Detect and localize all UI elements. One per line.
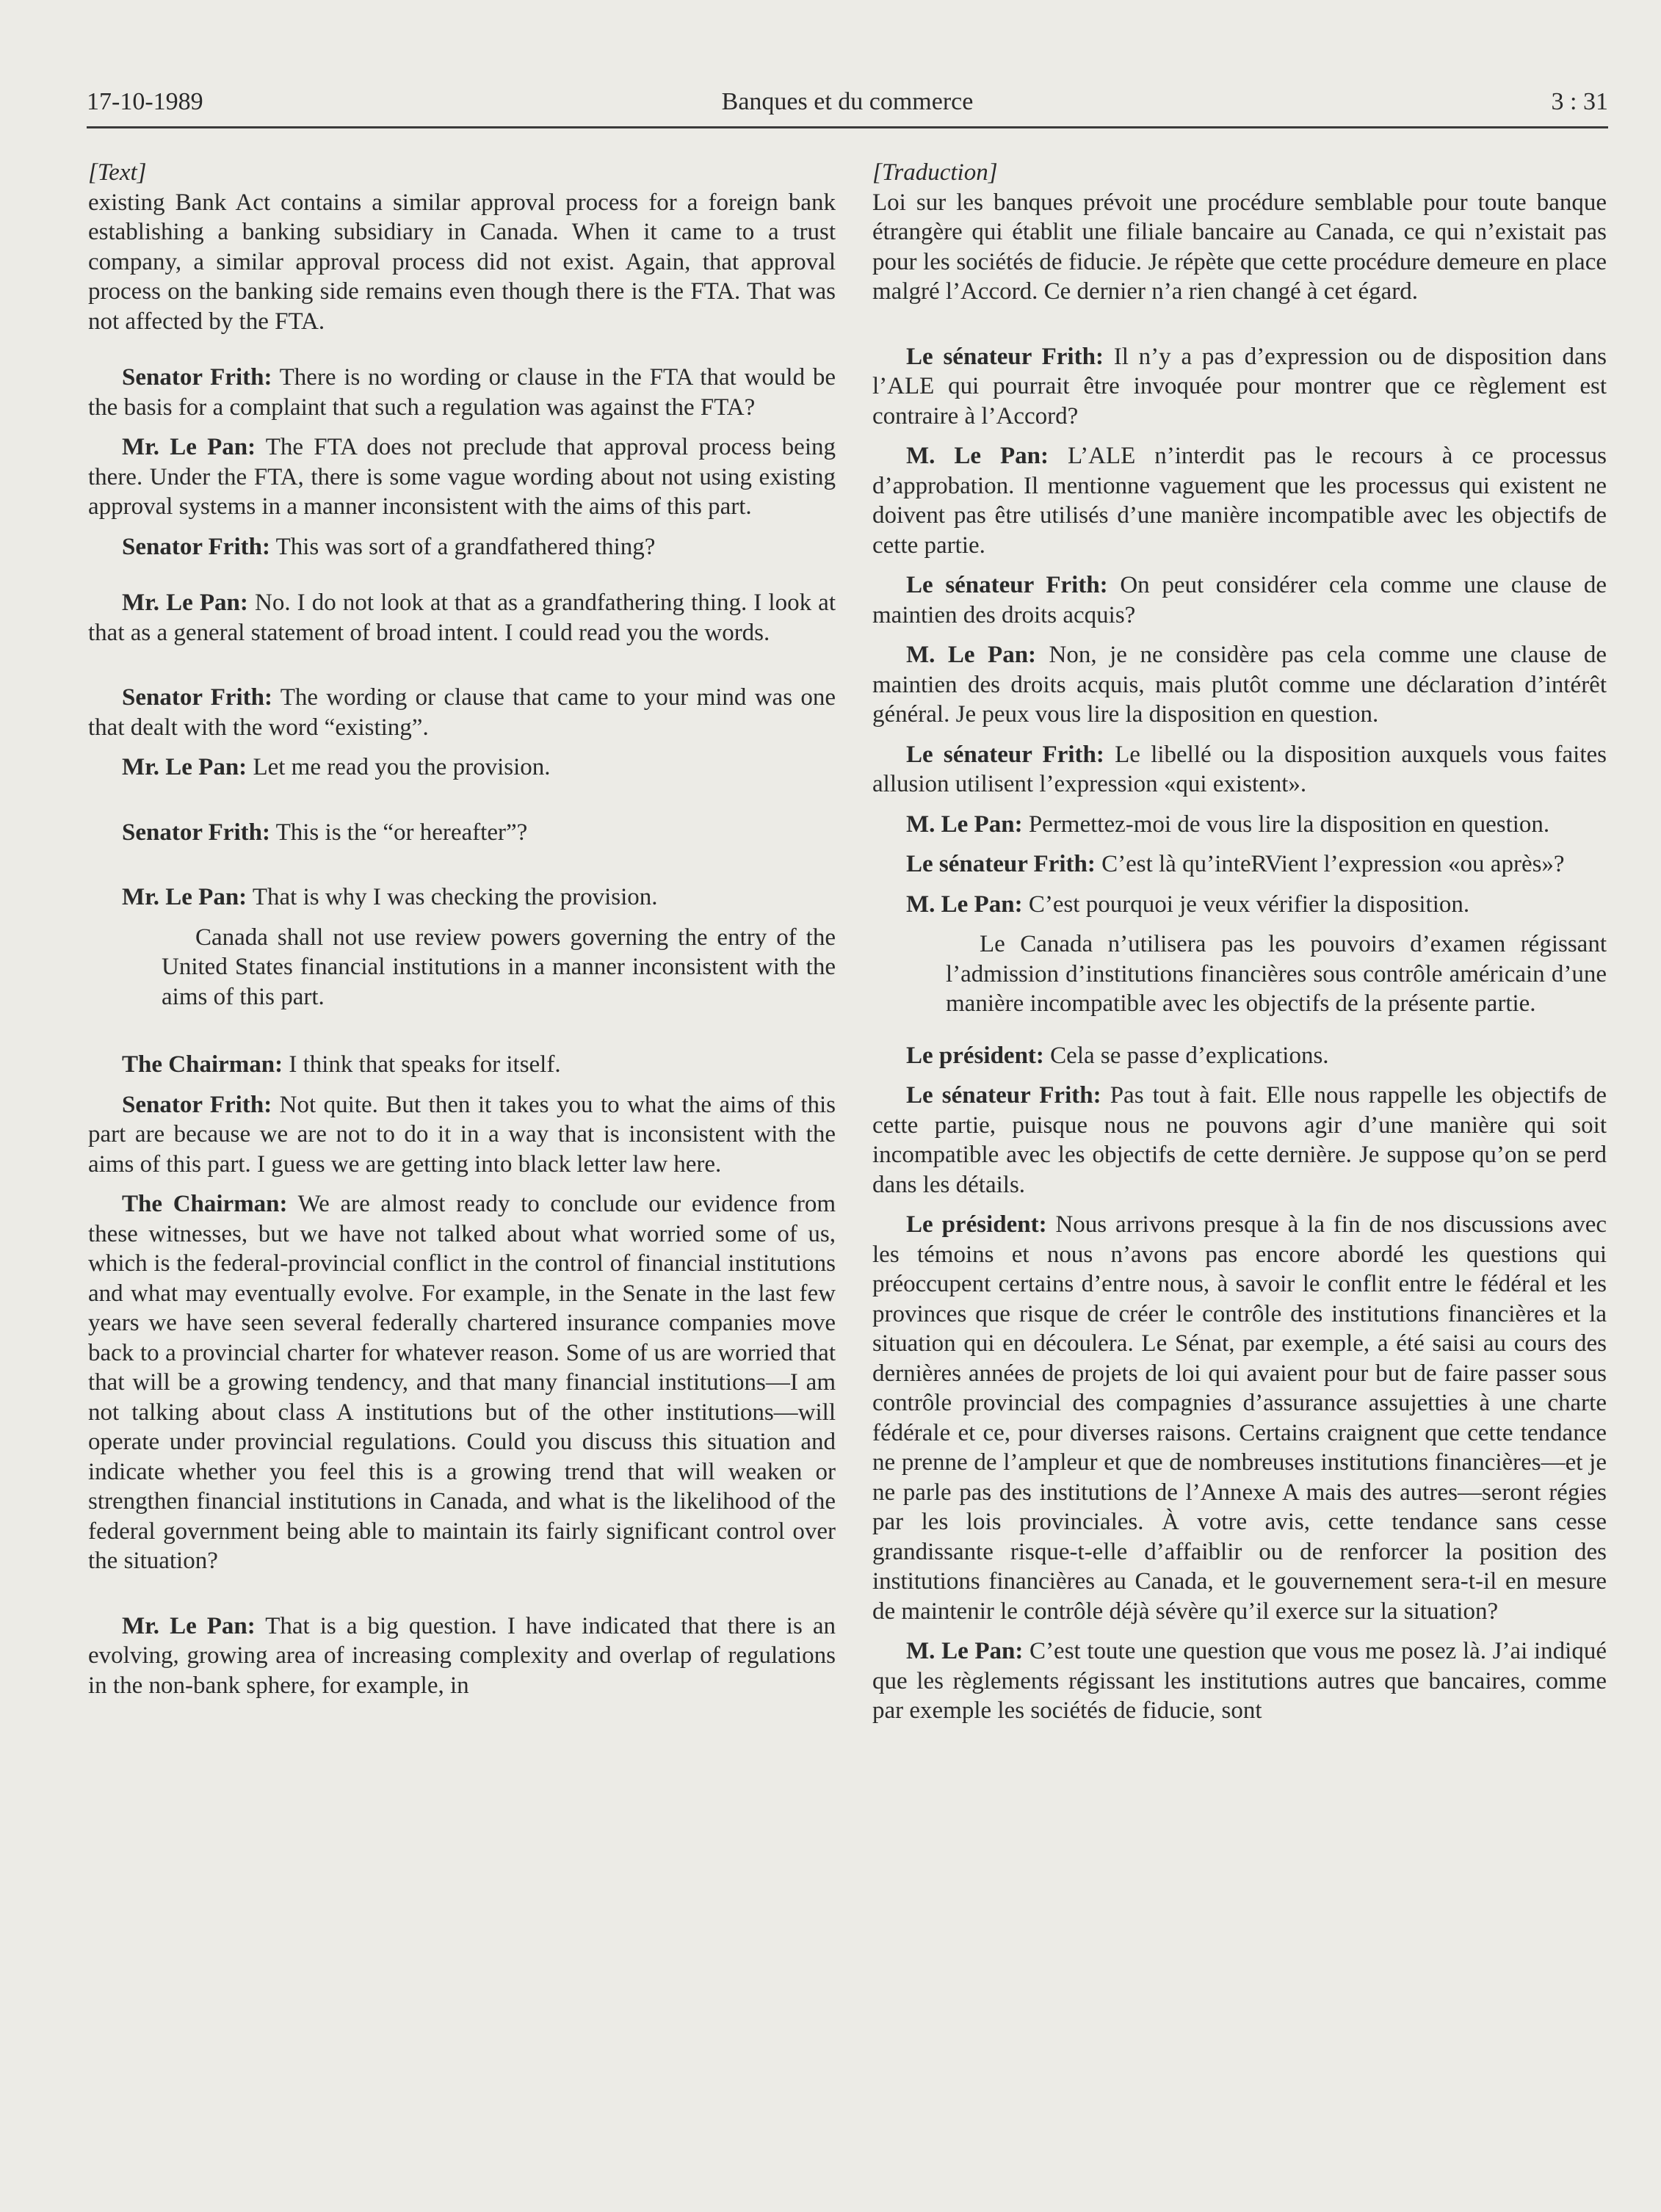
speech: Il n’y a pas d’expression ou de disposition dans l’ALE qui pourrait être invoquée pour montrer que ce règlement est contraire à l’Accord? xyxy=(872,343,1607,429)
speaker: M. Le Pan: xyxy=(906,443,1049,469)
paragraph xyxy=(88,1050,836,1080)
speaker: Senator Frith: xyxy=(122,364,272,391)
paragraph xyxy=(872,810,1607,840)
speech: This is the “or hereafter”? xyxy=(269,819,528,846)
speech: Non, je ne considère pas cela comme une clause de maintien des droits acquis, mais plutôt comme une déclaration d’intérêt général. Je peux vous lire la disposition en question. xyxy=(872,642,1607,728)
speech: C’est là qu’inteRVient l’expression «ou après»? xyxy=(1095,851,1565,877)
speaker: Senator Frith: xyxy=(122,819,270,846)
paragraph xyxy=(88,363,836,422)
speaker: Mr. Le Pan: xyxy=(122,754,247,780)
speaker: Le sénateur Frith: xyxy=(906,741,1104,768)
header-title: Banques et du commerce xyxy=(721,88,974,115)
paragraph xyxy=(88,432,836,522)
speaker: The Chairman: xyxy=(122,1051,283,1078)
paragraph xyxy=(872,1041,1607,1071)
speaker: Le président: xyxy=(906,1211,1047,1238)
speech: Nous arrivons presque à la fin de nos discussions avec les témoins et nous n’avons pas encore abordé les questions qui préoccupent certains d’entre nous, à savoir le conflit entre le fédéral et les provinces que risque de créer le contrôle des institutions financières et la situation qui en découlera. Le Sénat, par exemple, a été saisi au cours des dernières années de projets de loi qui avaient pour but de faire passer sous contrôle provincial des compagnies d’assurance assujetties à une charte fédérale et ce, pour diverses raisons. Certains craignent que cette tendance ne prenne de l’ampleur et que de nombreuses institutions financières—et je ne parle pas des institutions de l’Annexe A mais des autres—seront régies par les lois provinciales. À votre avis, cette tendance sans cesse grandissante risque-t-elle d’affaiblir ou de renforcer la position des institutions financières au Canada, et le gouvernement sera-t-il en mesure de maintenir le contrôle déjà sévère qu’il exerce sur la situation? xyxy=(872,1211,1607,1625)
speech: The wording or clause that came to your mind was one that dealt with the word “existing”. xyxy=(88,684,836,741)
speech: There is no wording or clause in the FTA that would be the basis for a complaint that such a regulation was against the FTA? xyxy=(88,364,836,421)
paragraph xyxy=(872,640,1607,730)
paragraph xyxy=(88,683,836,742)
speech: Permettez-moi de vous lire la disposition en question. xyxy=(1022,811,1550,838)
paragraph: Loi sur les banques prévoit une procédure semblable pour toute banque étrangère qui établit une filiale bancaire au Canada, ce qui n’existait pas pour les sociétés de fiducie. Je répète que cette procédure demeure en place malgré l’Accord. Ce dernier n’a rien changé à cet égard. xyxy=(872,189,1607,305)
speech: This was sort of a grandfathered thing? xyxy=(269,533,656,560)
speech: That is why I was checking the provision. xyxy=(247,884,658,910)
paragraph xyxy=(872,570,1607,630)
speech: C’est pourquoi je veux vérifier la disposition. xyxy=(1022,891,1470,918)
page-header xyxy=(87,82,1608,128)
speech: Pas tout à fait. Elle nous rappelle les objectifs de cette partie, puisque nous ne pouvons agir d’une manière qui soit incompatible avec les objectifs de cette dernière. Je suppose qu’on se perd dans les détails. xyxy=(872,1082,1607,1198)
paragraph xyxy=(872,849,1607,880)
speaker: Mr. Le Pan: xyxy=(122,884,247,910)
speech: Le libellé ou la disposition auxquels vous faites allusion utilisent l’expression «qui existent». xyxy=(872,741,1607,797)
speaker: Mr. Le Pan: xyxy=(122,1612,256,1639)
speaker: Le sénateur Frith: xyxy=(906,572,1108,598)
speaker: Mr. Le Pan: xyxy=(122,434,256,460)
speech: No. I do not look at that as a grandfathering thing. I look at that as a general statement of broad intent. I could read you the words. xyxy=(88,590,836,646)
speaker: Le sénateur Frith: xyxy=(906,343,1104,370)
paragraph xyxy=(872,740,1607,799)
paragraph xyxy=(88,588,836,648)
paragraph xyxy=(88,1090,836,1180)
paragraph xyxy=(872,890,1607,920)
speaker: M. Le Pan: xyxy=(906,1638,1024,1664)
paragraph xyxy=(88,532,836,562)
header-date: 17-10-1989 xyxy=(87,88,203,115)
block-quote: Canada shall not use review powers governing the entry of the United States financial institutions in a manner inconsistent with the aims of this part. xyxy=(162,924,836,1010)
block-quote: Le Canada n’utilisera pas les pouvoirs d’examen régissant l’admission d’institutions financières sous contrôle américain d’une manière incompatible avec les objectifs de la présente partie. xyxy=(946,931,1607,1017)
english-column xyxy=(88,158,836,1711)
text-marker: [Text] xyxy=(88,159,147,186)
speaker: Senator Frith: xyxy=(122,684,272,711)
speaker: Senator Frith: xyxy=(122,1091,272,1118)
paragraph xyxy=(88,818,836,848)
speech: Let me read you the provision. xyxy=(247,754,551,780)
paragraph xyxy=(872,1636,1607,1726)
speech: L’ALE n’interdit pas le recours à ce processus d’approbation. Il mentionne vaguement que les processus qui existent ne doivent pas être utilisés d’une manière incompatible avec les objectifs de cette partie. xyxy=(872,443,1607,559)
paragraph: existing Bank Act contains a similar approval process for a foreign bank establishing a banking subsidiary in Canada. When it came to a trust company, a similar approval process did not exist. Again, that approval process on the banking side remains even though there is the FTA. That was not affected by the FTA. xyxy=(88,189,836,335)
speech: The FTA does not preclude that approval process being there. Under the FTA, there is some vague wording about not using existing approval systems in a manner inconsistent with the aims of this part. xyxy=(88,434,836,520)
speaker: Senator Frith: xyxy=(122,533,270,560)
speaker: Mr. Le Pan: xyxy=(122,590,248,616)
speaker: Le sénateur Frith: xyxy=(906,851,1096,877)
speaker: M. Le Pan: xyxy=(906,642,1037,668)
speaker: M. Le Pan: xyxy=(906,811,1023,838)
paragraph xyxy=(872,1210,1607,1626)
speaker: The Chairman: xyxy=(122,1191,288,1217)
speech: Not quite. But then it takes you to what the aims of this part are because we are not to do it in a way that is inconsistent with the aims of this part. I guess we are getting into black letter law here. xyxy=(88,1091,836,1178)
speaker: M. Le Pan: xyxy=(906,891,1023,918)
speech: On peut considérer cela comme une clause de maintien des droits acquis? xyxy=(872,572,1607,628)
paragraph xyxy=(88,882,836,913)
paragraph xyxy=(872,441,1607,560)
speech: I think that speaks for itself. xyxy=(283,1051,561,1078)
header-page-number: 3 : 31 xyxy=(1551,88,1608,115)
translation-marker: [Traduction] xyxy=(872,159,998,186)
speech: We are almost ready to conclude our evidence from these witnesses, but we have not talked about what worried some of us, which is the federal-provincial conflict in the control of financial institutions and what may eventually evolve. For example, in the Senate in the last few years we have seen several federally chartered insurance companies move back to a provincial charter for whatever reason. Some of us are worried that that will be a growing tendency, and that many financial institutions—I am not talking about class A institutions but of the other institutions—will operate under provincial regulations. Could you discuss this situation and indicate whether you feel this is a growing trend that will weaken or strengthen financial institutions in Canada, and what is the likelihood of the federal government being able to maintain its fairly significant control over the situation? xyxy=(88,1191,836,1574)
speech: That is a big question. I have indicated that there is an evolving, growing area of increasing complexity and overlap of regulations in the non-bank sphere, for example, in xyxy=(88,1612,836,1699)
speaker: Le sénateur Frith: xyxy=(906,1082,1101,1109)
paragraph xyxy=(872,1081,1607,1200)
paragraph xyxy=(88,1189,836,1576)
paragraph xyxy=(88,753,836,783)
speech: C’est toute une question que vous me posez là. J’ai indiqué que les règlements régissant les institutions autres que bancaires, comme par exemple les sociétés de fiducie, sont xyxy=(872,1638,1607,1724)
speaker: Le président: xyxy=(906,1042,1044,1069)
speech: Cela se passe d’explications. xyxy=(1043,1042,1329,1069)
paragraph xyxy=(88,1611,836,1701)
paragraph xyxy=(872,342,1607,432)
french-column xyxy=(872,158,1607,1736)
